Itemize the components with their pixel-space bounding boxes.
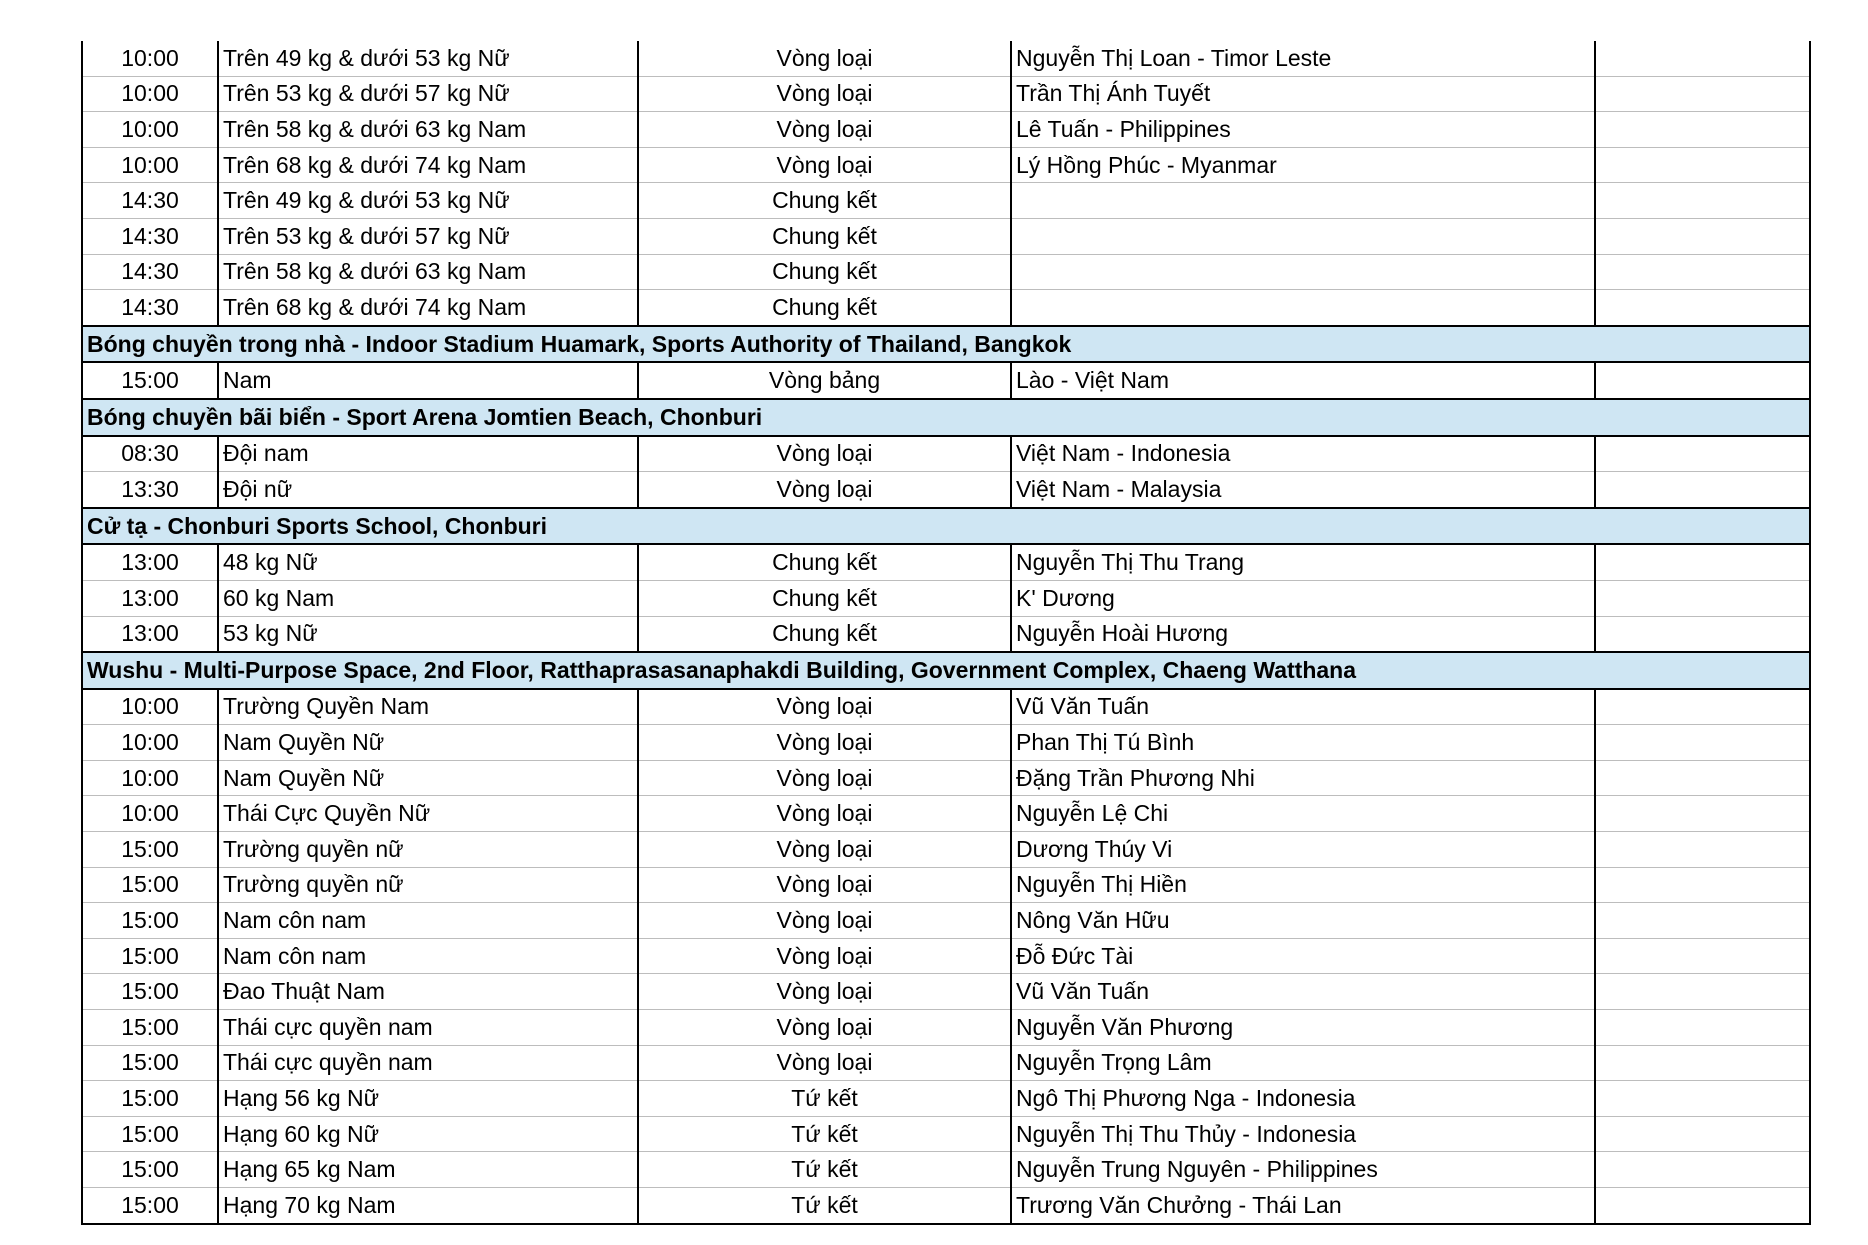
event-cell: Thái cực quyền nam — [218, 1010, 638, 1046]
round-cell: Vòng loại — [638, 867, 1011, 903]
table-row — [82, 147, 1810, 183]
note-cell — [1595, 1081, 1810, 1117]
athlete-cell: Ngô Thị Phương Nga - Indonesia — [1011, 1081, 1595, 1117]
note-cell — [1595, 76, 1810, 112]
round-cell: Vòng loại — [638, 796, 1011, 832]
athlete-cell: Lê Tuấn - Philippines — [1011, 112, 1595, 148]
table-row — [82, 974, 1810, 1010]
note-cell — [1595, 1188, 1810, 1224]
note-cell — [1595, 760, 1810, 796]
round-cell: Vòng loại — [638, 41, 1011, 76]
athlete-cell: Nguyễn Trọng Lâm — [1011, 1045, 1595, 1081]
round-cell: Chung kết — [638, 616, 1011, 652]
athlete-cell: Nguyễn Lệ Chi — [1011, 796, 1595, 832]
round-cell: Vòng loại — [638, 1045, 1011, 1081]
event-cell: Hạng 65 kg Nam — [218, 1152, 638, 1188]
schedule-table — [81, 41, 1811, 1225]
time-cell: 15:00 — [82, 362, 218, 399]
note-cell — [1595, 903, 1810, 939]
time-cell: 10:00 — [82, 41, 218, 76]
round-cell: Tứ kết — [638, 1116, 1011, 1152]
time-cell: 10:00 — [82, 112, 218, 148]
table-row — [82, 832, 1810, 868]
event-cell: Trường quyền nữ — [218, 832, 638, 868]
note-cell — [1595, 1045, 1810, 1081]
athlete-cell: Nguyễn Thị Hiền — [1011, 867, 1595, 903]
note-cell — [1595, 725, 1810, 761]
round-cell: Vòng loại — [638, 472, 1011, 508]
note-cell — [1595, 254, 1810, 290]
note-cell — [1595, 544, 1810, 580]
event-cell: Trên 49 kg & dưới 53 kg Nữ — [218, 183, 638, 219]
table-row — [82, 1188, 1810, 1224]
athlete-cell: Nguyễn Thị Thu Thủy - Indonesia — [1011, 1116, 1595, 1152]
athlete-cell: Việt Nam - Indonesia — [1011, 436, 1595, 472]
table-row — [82, 903, 1810, 939]
section-header-row — [82, 326, 1810, 363]
athlete-cell: Vũ Văn Tuấn — [1011, 689, 1595, 725]
table-row — [82, 41, 1810, 76]
round-cell: Vòng loại — [638, 725, 1011, 761]
athlete-cell — [1011, 290, 1595, 326]
time-cell: 15:00 — [82, 903, 218, 939]
athlete-cell: Trương Văn Chưởng - Thái Lan — [1011, 1188, 1595, 1224]
time-cell: 15:00 — [82, 1081, 218, 1117]
time-cell: 08:30 — [82, 436, 218, 472]
note-cell — [1595, 1152, 1810, 1188]
event-cell: Trên 49 kg & dưới 53 kg Nữ — [218, 41, 638, 76]
section-title: Wushu - Multi-Purpose Space, 2nd Floor, Ratthaprasasanaphakdi Building, Government Complex, Chaeng Watthana — [82, 652, 1810, 689]
round-cell: Vòng loại — [638, 1010, 1011, 1046]
event-cell: Nam Quyền Nữ — [218, 760, 638, 796]
athlete-cell: Nguyễn Văn Phương — [1011, 1010, 1595, 1046]
event-cell: Hạng 60 kg Nữ — [218, 1116, 638, 1152]
table-row — [82, 218, 1810, 254]
table-row — [82, 867, 1810, 903]
time-cell: 10:00 — [82, 76, 218, 112]
table-row — [82, 183, 1810, 219]
table-row — [82, 796, 1810, 832]
time-cell: 15:00 — [82, 974, 218, 1010]
table-row — [82, 725, 1810, 761]
time-cell: 14:30 — [82, 290, 218, 326]
athlete-cell: Nguyễn Trung Nguyên - Philippines — [1011, 1152, 1595, 1188]
table-row — [82, 616, 1810, 652]
round-cell: Vòng loại — [638, 903, 1011, 939]
event-cell: Hạng 70 kg Nam — [218, 1188, 638, 1224]
athlete-cell: Đỗ Đức Tài — [1011, 938, 1595, 974]
section-title: Bóng chuyền trong nhà - Indoor Stadium Huamark, Sports Authority of Thailand, Bangkok — [82, 326, 1810, 363]
table-row — [82, 112, 1810, 148]
table-row — [82, 760, 1810, 796]
athlete-cell — [1011, 218, 1595, 254]
time-cell: 13:30 — [82, 472, 218, 508]
event-cell: Nam côn nam — [218, 903, 638, 939]
event-cell: Trên 53 kg & dưới 57 kg Nữ — [218, 218, 638, 254]
event-cell: 60 kg Nam — [218, 580, 638, 616]
table-row — [82, 1081, 1810, 1117]
round-cell: Chung kết — [638, 544, 1011, 580]
table-row — [82, 580, 1810, 616]
note-cell — [1595, 832, 1810, 868]
table-row — [82, 938, 1810, 974]
time-cell: 15:00 — [82, 1010, 218, 1046]
event-cell: 48 kg Nữ — [218, 544, 638, 580]
event-cell: Trên 68 kg & dưới 74 kg Nam — [218, 290, 638, 326]
table-row — [82, 1152, 1810, 1188]
time-cell: 15:00 — [82, 1188, 218, 1224]
table-row — [82, 1045, 1810, 1081]
event-cell: Trên 58 kg & dưới 63 kg Nam — [218, 254, 638, 290]
athlete-cell: Nguyễn Hoài Hương — [1011, 616, 1595, 652]
event-cell: Trên 58 kg & dưới 63 kg Nam — [218, 112, 638, 148]
round-cell: Chung kết — [638, 183, 1011, 219]
time-cell: 10:00 — [82, 760, 218, 796]
round-cell: Vòng loại — [638, 832, 1011, 868]
time-cell: 15:00 — [82, 832, 218, 868]
time-cell: 15:00 — [82, 1152, 218, 1188]
note-cell — [1595, 689, 1810, 725]
round-cell: Vòng loại — [638, 974, 1011, 1010]
athlete-cell: Đặng Trần Phương Nhi — [1011, 760, 1595, 796]
athlete-cell: Lý Hồng Phúc - Myanmar — [1011, 147, 1595, 183]
section-header-row — [82, 652, 1810, 689]
note-cell — [1595, 362, 1810, 399]
note-cell — [1595, 1010, 1810, 1046]
time-cell: 10:00 — [82, 725, 218, 761]
round-cell: Tứ kết — [638, 1152, 1011, 1188]
event-cell: Thái cực quyền nam — [218, 1045, 638, 1081]
event-cell: Trên 68 kg & dưới 74 kg Nam — [218, 147, 638, 183]
athlete-cell: Nguyễn Thị Thu Trang — [1011, 544, 1595, 580]
round-cell: Vòng loại — [638, 436, 1011, 472]
table-row — [82, 689, 1810, 725]
round-cell: Chung kết — [638, 254, 1011, 290]
athlete-cell: Nông Văn Hữu — [1011, 903, 1595, 939]
time-cell: 15:00 — [82, 1045, 218, 1081]
schedule-table-body — [82, 41, 1810, 1224]
note-cell — [1595, 147, 1810, 183]
table-row — [82, 472, 1810, 508]
note-cell — [1595, 616, 1810, 652]
athlete-cell: Trần Thị Ánh Tuyết — [1011, 76, 1595, 112]
round-cell: Vòng loại — [638, 112, 1011, 148]
round-cell: Vòng loại — [638, 938, 1011, 974]
time-cell: 13:00 — [82, 580, 218, 616]
table-row — [82, 362, 1810, 399]
athlete-cell: Phan Thị Tú Bình — [1011, 725, 1595, 761]
note-cell — [1595, 183, 1810, 219]
event-cell: 53 kg Nữ — [218, 616, 638, 652]
note-cell — [1595, 41, 1810, 76]
note-cell — [1595, 436, 1810, 472]
event-cell: Đội nữ — [218, 472, 638, 508]
athlete-cell — [1011, 254, 1595, 290]
note-cell — [1595, 580, 1810, 616]
time-cell: 10:00 — [82, 689, 218, 725]
table-row — [82, 290, 1810, 326]
event-cell: Trường quyền nữ — [218, 867, 638, 903]
time-cell: 15:00 — [82, 867, 218, 903]
time-cell: 15:00 — [82, 938, 218, 974]
event-cell: Hạng 56 kg Nữ — [218, 1081, 638, 1117]
athlete-cell — [1011, 183, 1595, 219]
time-cell: 10:00 — [82, 147, 218, 183]
note-cell — [1595, 938, 1810, 974]
time-cell: 13:00 — [82, 544, 218, 580]
event-cell: Nam côn nam — [218, 938, 638, 974]
event-cell: Trên 53 kg & dưới 57 kg Nữ — [218, 76, 638, 112]
event-cell: Đội nam — [218, 436, 638, 472]
athlete-cell: K' Dương — [1011, 580, 1595, 616]
note-cell — [1595, 290, 1810, 326]
athlete-cell: Dương Thúy Vi — [1011, 832, 1595, 868]
event-cell: Trường Quyền Nam — [218, 689, 638, 725]
round-cell: Chung kết — [638, 290, 1011, 326]
athlete-cell: Vũ Văn Tuấn — [1011, 974, 1595, 1010]
note-cell — [1595, 112, 1810, 148]
note-cell — [1595, 218, 1810, 254]
round-cell: Vòng loại — [638, 689, 1011, 725]
round-cell: Chung kết — [638, 580, 1011, 616]
round-cell: Vòng loại — [638, 147, 1011, 183]
athlete-cell: Nguyễn Thị Loan - Timor Leste — [1011, 41, 1595, 76]
note-cell — [1595, 796, 1810, 832]
event-cell: Đao Thuật Nam — [218, 974, 638, 1010]
table-row — [82, 254, 1810, 290]
note-cell — [1595, 867, 1810, 903]
time-cell: 13:00 — [82, 616, 218, 652]
round-cell: Vòng loại — [638, 76, 1011, 112]
section-header-row — [82, 399, 1810, 436]
section-title: Cử tạ - Chonburi Sports School, Chonburi — [82, 508, 1810, 545]
time-cell: 14:30 — [82, 183, 218, 219]
table-row — [82, 436, 1810, 472]
round-cell: Chung kết — [638, 218, 1011, 254]
round-cell: Vòng bảng — [638, 362, 1011, 399]
event-cell: Nam Quyền Nữ — [218, 725, 638, 761]
note-cell — [1595, 974, 1810, 1010]
time-cell: 14:30 — [82, 218, 218, 254]
table-row — [82, 544, 1810, 580]
note-cell — [1595, 472, 1810, 508]
athlete-cell: Việt Nam - Malaysia — [1011, 472, 1595, 508]
round-cell: Vòng loại — [638, 760, 1011, 796]
event-cell: Nam — [218, 362, 638, 399]
section-title: Bóng chuyền bãi biển - Sport Arena Jomtien Beach, Chonburi — [82, 399, 1810, 436]
time-cell: 14:30 — [82, 254, 218, 290]
section-header-row — [82, 508, 1810, 545]
round-cell: Tứ kết — [638, 1081, 1011, 1117]
time-cell: 10:00 — [82, 796, 218, 832]
table-row — [82, 1116, 1810, 1152]
note-cell — [1595, 1116, 1810, 1152]
round-cell: Tứ kết — [638, 1188, 1011, 1224]
time-cell: 15:00 — [82, 1116, 218, 1152]
table-row — [82, 76, 1810, 112]
athlete-cell: Lào - Việt Nam — [1011, 362, 1595, 399]
table-row — [82, 1010, 1810, 1046]
event-cell: Thái Cực Quyền Nữ — [218, 796, 638, 832]
